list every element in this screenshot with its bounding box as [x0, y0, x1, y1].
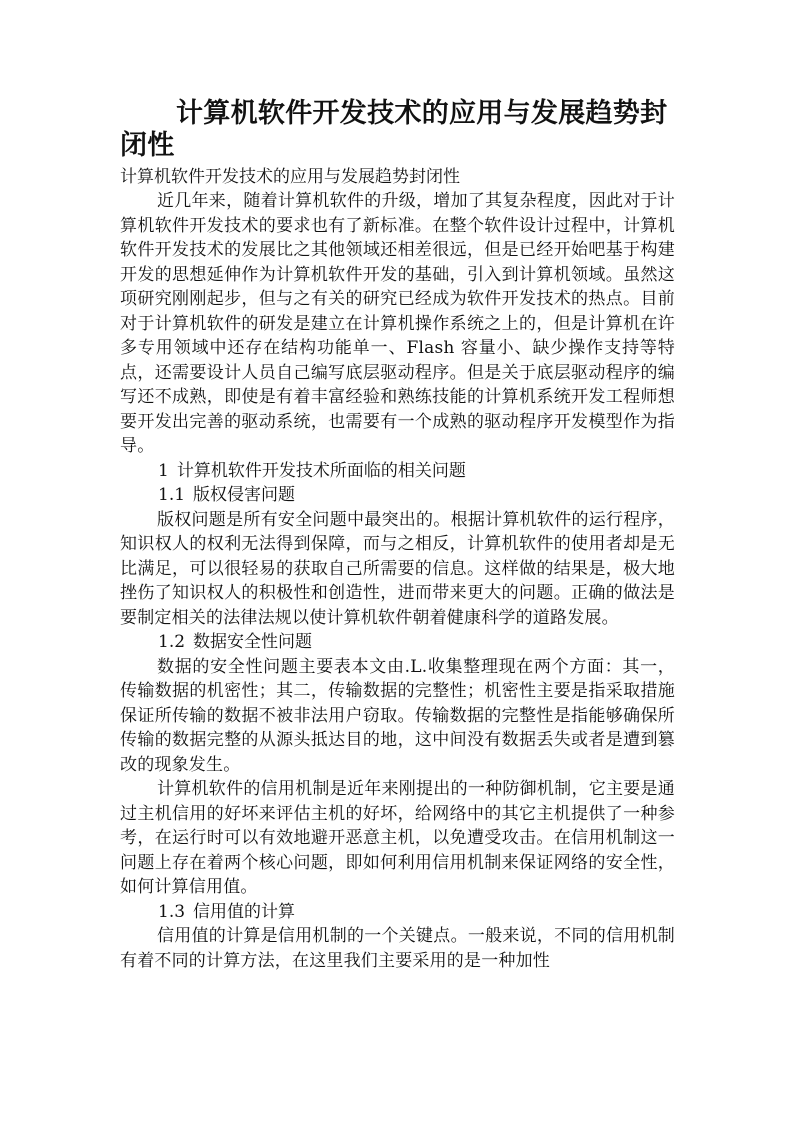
intro-paragraph: 近几年来，随着计算机软件的升级，增加了其复杂程度，因此对于计算机软件开发技术的要求也有了新标准。在整个软件设计过程中，计算机软件开发技术的发展比之其他领域还相差很远，但是已经开始吧基于构建开发的思想延伸作为计算机软件开发的基础，引入到计算机领域。虽然这项研究刚刚起步，但与之有关的研究已经成为软件开发技术的热点。目前对于计算机软件的研发是建立在计算机操作系统之上的，但是计算机在许多专用领域中还存在结构功能单一、Flash 容量小、缺少操作支持等特点，还需要设计人员自己编写底层驱动程序。但是关于底层驱动程序的编写还不成熟，即使是有着丰富经验和熟练技能的计算机系统开发工程师想要开发出完善的驱动系统，也需要有一个成熟的驱动程序开发模型作为指导。	[120, 191, 675, 456]
section-heading-1-1	[120, 483, 675, 508]
section-1-2-paragraph-1: 数据的安全性问题主要表本文由.L.收集整理现在两个方面：其一，传输数据的机密性；其二，传输数据的完整性；机密性主要是指采取措施保证所传输的数据不被非法用户窃取。传输数据的完整性是指能够确保所传输的数据完整的从源头抵达目的地，这中间没有数据丢失或者是遭到篡改的现象发生。	[120, 656, 675, 775]
document-page	[120, 98, 675, 973]
section-title: 计算机软件开发技术所面临的相关问题	[176, 460, 466, 481]
section-number: 1	[158, 460, 169, 481]
section-1-2-paragraph-2: 计算机软件的信用机制是近年来刚提出的一种防御机制，它主要是通过主机信用的好坏来评估主机的好坏，给网络中的其它主机提供了一种参考，在运行时可以有效地避开恶意主机，以免遭受攻击。在信用机制这一问题上存在着两个核心问题，即如何利用信用机制来保证网络的安全性，如何计算信用值。	[120, 779, 675, 897]
section-number: 1.2	[158, 632, 186, 652]
section-number: 1.1	[158, 485, 186, 505]
section-heading-1-3	[120, 900, 675, 925]
section-1-1-paragraph: 版权问题是所有安全问题中最突出的。根据计算机软件的运行程序，知识权人的权利无法得到保障，而与之相反，计算机软件的使用者却是无比满足，可以很轻易的获取自己所需要的信息。这样做的结果是，极大地挫伤了知识权人的积极性和创造性，进而带来更大的问题。正确的做法是要制定相关的法律法规以使计算机软件朝着健康科学的道路发展。	[120, 509, 675, 628]
document-title: 计算机软件开发技术的应用与发展趋势封闭性	[120, 98, 668, 161]
section-title: 数据安全性问题	[193, 632, 313, 652]
section-heading-1-2	[120, 630, 675, 655]
section-heading-1	[120, 459, 675, 484]
document-subtitle: 计算机软件开发技术的应用与发展趋势封闭性	[120, 167, 460, 187]
section-1-3-paragraph: 信用值的计算是信用机制的一个关键点。一般来说，不同的信用机制有着不同的计算方法，在这里我们主要采用的是一种加性	[120, 926, 675, 971]
section-title: 版权侵害问题	[193, 485, 296, 505]
section-title: 信用值的计算	[193, 901, 296, 922]
section-number: 1.3	[158, 901, 186, 922]
